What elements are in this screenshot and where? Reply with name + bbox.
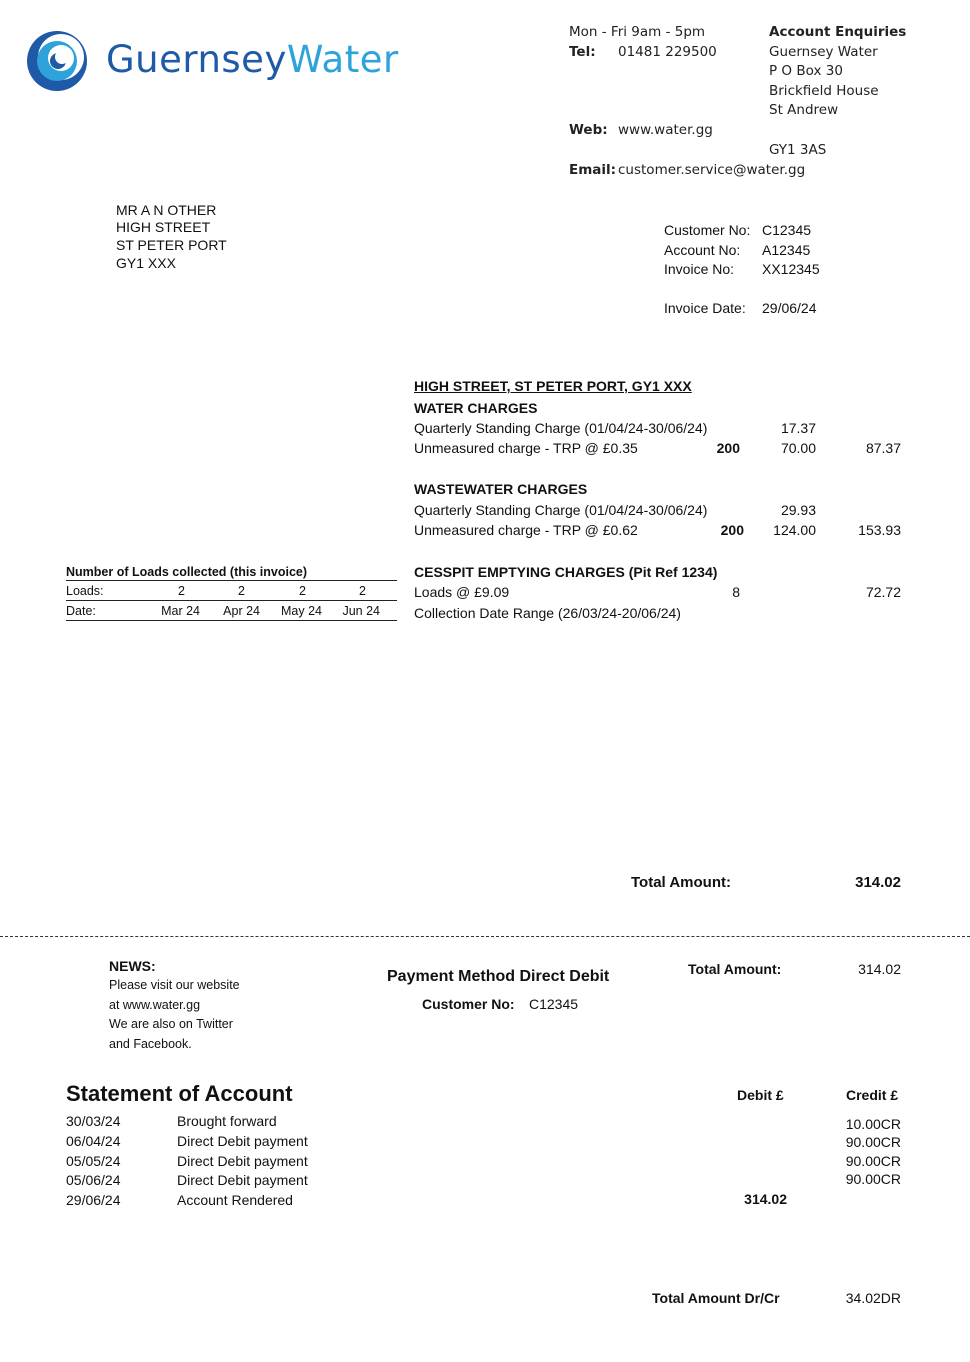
customer-no-label: Customer No:: [664, 222, 751, 238]
load-date: Apr 24: [223, 604, 260, 618]
property-address: HIGH STREET, ST PETER PORT, GY1 XXX: [414, 378, 692, 394]
recipient-line: ST PETER PORT: [116, 237, 227, 253]
enquiries-title: Account Enquiries: [769, 24, 907, 40]
statement-credit: 10.00CR: [845, 1116, 901, 1132]
loads-count: 2: [178, 584, 185, 598]
enquiries-address-line: St Andrew: [769, 102, 839, 118]
remittance-total-amount: 314.02: [858, 961, 901, 977]
water-unmeasured-qty: 200: [716, 440, 740, 456]
wastewater-standing-label: Quarterly Standing Charge (01/04/24-30/06/24): [414, 502, 708, 518]
wastewater-standing-amount: 29.93: [780, 502, 816, 518]
contact-hours: Mon - Fri 9am - 5pm: [569, 24, 706, 40]
statement-total-label: Total Amount Dr/Cr: [652, 1290, 780, 1306]
customer-no-value: C12345: [762, 222, 812, 238]
email-label: Email:: [569, 162, 617, 178]
enquiries-address-line: P O Box 30: [769, 63, 843, 79]
total-amount-value: 314.02: [855, 874, 901, 891]
invoice-date-value: 29/06/24: [762, 300, 817, 316]
statement-date: 29/06/24: [66, 1192, 121, 1208]
load-date: Jun 24: [342, 604, 380, 618]
water-unmeasured-amount: 70.00: [780, 440, 816, 456]
statement-credit: 90.00CR: [845, 1134, 901, 1150]
tel-label: Tel:: [569, 44, 596, 60]
credit-header: Credit £: [846, 1087, 899, 1103]
debit-header: Debit £: [737, 1087, 784, 1103]
invoice-no-label: Invoice No:: [664, 261, 735, 277]
statement-date: 05/05/24: [66, 1153, 121, 1169]
cesspit-date-range: Collection Date Range (26/03/24-20/06/24): [414, 605, 681, 621]
payment-method: Payment Method Direct Debit: [387, 968, 610, 985]
loads-count: 2: [299, 584, 306, 598]
invoice-date-label: Invoice Date:: [664, 300, 746, 316]
remittance-total-label: Total Amount:: [688, 961, 782, 977]
statement-title: Statement of Account: [66, 1081, 293, 1106]
enquiries-address-line: Brickfield House: [769, 83, 879, 99]
statement-description: Direct Debit payment: [177, 1133, 308, 1149]
news-line: We are also on Twitter: [109, 1017, 233, 1031]
loads-row-label: Loads:: [66, 584, 104, 598]
web-label: Web:: [569, 122, 608, 138]
water-unmeasured-label: Unmeasured charge - TRP @ £0.35: [414, 440, 638, 456]
statement-date: 06/04/24: [66, 1133, 121, 1149]
recipient-line: GY1 XXX: [116, 255, 176, 271]
water-subtotal: 87.37: [865, 440, 901, 456]
water-charges-title: WATER CHARGES: [414, 400, 538, 416]
logo: [24, 28, 399, 92]
cesspit-loads-label: Loads @ £9.09: [414, 584, 510, 600]
loads-count: 2: [359, 584, 366, 598]
web-link[interactable]: www.water.gg: [618, 122, 713, 138]
loads-table-divider: [66, 580, 397, 581]
remittance-customer-no: C12345: [529, 996, 579, 1012]
statement-credit: 90.00CR: [845, 1171, 901, 1187]
statement-description: Direct Debit payment: [177, 1172, 308, 1188]
statement-date: 05/06/24: [66, 1172, 121, 1188]
cesspit-subtotal: 72.72: [865, 584, 901, 600]
statement-credit: 90.00CR: [845, 1153, 901, 1169]
recipient-line: HIGH STREET: [116, 219, 211, 235]
wastewater-unmeasured-label: Unmeasured charge - TRP @ £0.62: [414, 522, 638, 538]
statement-date: 30/03/24: [66, 1113, 121, 1129]
wastewater-unmeasured-amount: 124.00: [773, 522, 816, 538]
news-line: Please visit our website: [109, 978, 240, 992]
account-no-label: Account No:: [664, 242, 741, 258]
water-standing-amount: 17.37: [780, 420, 816, 436]
loads-table-divider: [66, 600, 397, 601]
remittance-customer-label: Customer No:: [422, 996, 515, 1012]
recipient-line: MR A N OTHER: [116, 202, 217, 218]
email-link[interactable]: customer.service@water.gg: [618, 162, 806, 178]
statement-description: Direct Debit payment: [177, 1153, 308, 1169]
news-line: at www.water.gg: [109, 998, 201, 1012]
statement-description: Account Rendered: [177, 1192, 293, 1208]
dates-row-label: Date:: [66, 604, 96, 618]
news-line: and Facebook.: [109, 1037, 192, 1051]
statement-debit: 314.02: [744, 1191, 787, 1207]
wastewater-charges-title: WASTEWATER CHARGES: [414, 481, 588, 497]
total-amount-label: Total Amount:: [631, 874, 731, 891]
loads-table-title: Number of Loads collected (this invoice): [66, 565, 308, 579]
news-title: NEWS:: [109, 958, 156, 974]
tel-number: 01481 229500: [618, 44, 717, 60]
loads-count: 2: [238, 584, 245, 598]
logo-word-guernsey: Guernsey: [106, 38, 287, 81]
tear-off-line: [0, 936, 970, 937]
wastewater-unmeasured-qty: 200: [720, 522, 744, 538]
water-standing-label: Quarterly Standing Charge (01/04/24-30/06/24): [414, 420, 708, 436]
logo-wordmark: [106, 38, 399, 81]
account-no-value: A12345: [762, 242, 811, 258]
logo-word-water: Water: [286, 38, 399, 81]
statement-total-value: 34.02DR: [845, 1290, 901, 1306]
wastewater-subtotal: 153.93: [858, 522, 901, 538]
load-date: May 24: [281, 604, 322, 618]
cesspit-charges-title: CESSPIT EMPTYING CHARGES (Pit Ref 1234): [414, 564, 718, 580]
invoice-no-value: XX12345: [762, 261, 820, 277]
loads-table-divider: [66, 620, 397, 621]
guernsey-water-logo-icon: [24, 28, 92, 92]
enquiries-postcode: GY1 3AS: [769, 142, 827, 158]
statement-description: Brought forward: [177, 1113, 277, 1129]
cesspit-loads-qty: 8: [732, 584, 740, 600]
load-date: Mar 24: [161, 604, 200, 618]
enquiries-address-line: Guernsey Water: [769, 44, 878, 60]
